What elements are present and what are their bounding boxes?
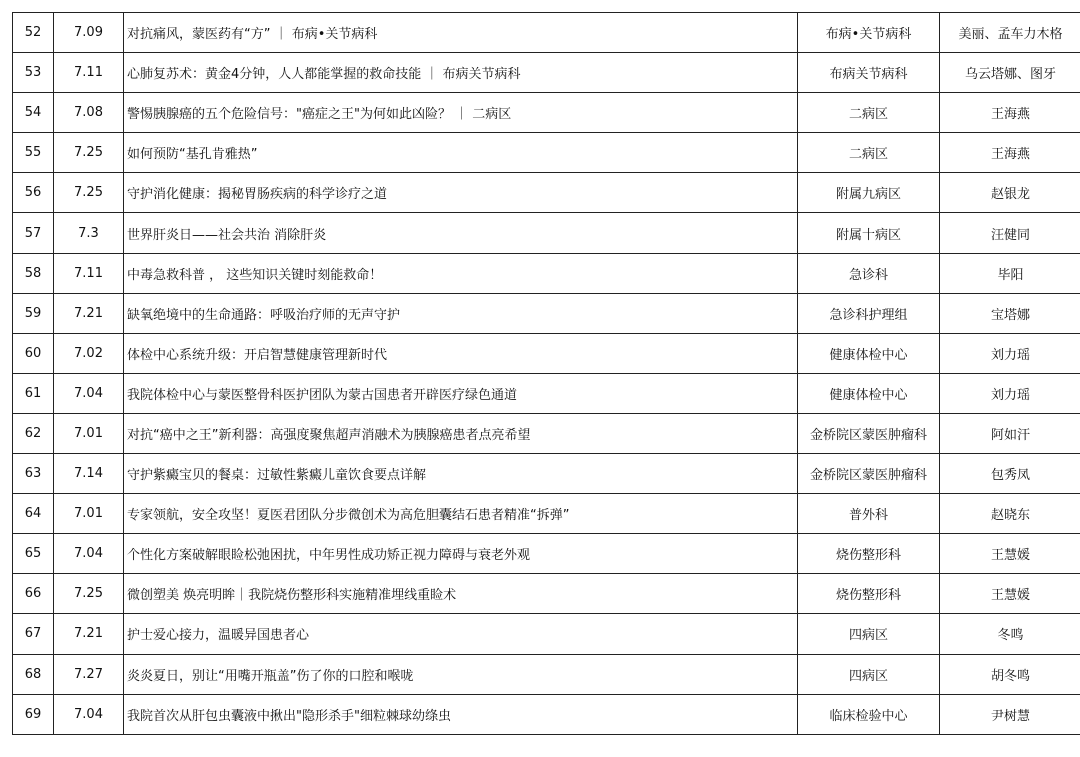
department-cell: 四病区	[798, 654, 940, 694]
table-row	[13, 534, 1080, 574]
author-cell: 赵晓东	[940, 494, 1080, 534]
table-row	[13, 574, 1080, 614]
department-cell: 金桥院区蒙医肿瘤科	[798, 454, 940, 494]
date-cell: 7.01	[54, 413, 124, 453]
author-cell: 王慧媛	[940, 534, 1080, 574]
author-cell: 阿如汗	[940, 413, 1080, 453]
date-cell: 7.01	[54, 494, 124, 534]
author-cell: 刘力瑶	[940, 333, 1080, 373]
author-cell: 美丽、孟车力木格	[940, 13, 1080, 53]
author-cell: 冬鸣	[940, 614, 1080, 654]
date-cell: 7.04	[54, 373, 124, 413]
title-cell: 我院体检中心与蒙医整骨科医护团队为蒙古国患者开辟医疗绿色通道	[124, 373, 798, 413]
title-cell: 心肺复苏术：黄金4分钟，人人都能掌握的救命技能 ｜ 布病关节病科	[124, 53, 798, 93]
title-cell: 守护紫癜宝贝的餐桌：过敏性紫癜儿童饮食要点详解	[124, 454, 798, 494]
title-cell: 微创塑美 焕亮明眸｜我院烧伤整形科实施精准埋线重睑术	[124, 574, 798, 614]
article-table	[12, 12, 1080, 735]
department-cell: 布病•关节病科	[798, 13, 940, 53]
department-cell: 健康体检中心	[798, 333, 940, 373]
row-number-cell: 63	[13, 454, 54, 494]
date-cell: 7.21	[54, 614, 124, 654]
date-cell: 7.25	[54, 133, 124, 173]
department-cell: 普外科	[798, 494, 940, 534]
department-cell: 烧伤整形科	[798, 574, 940, 614]
row-number-cell: 60	[13, 333, 54, 373]
row-number-cell: 53	[13, 53, 54, 93]
row-number-cell: 67	[13, 614, 54, 654]
author-cell: 包秀凤	[940, 454, 1080, 494]
date-cell: 7.11	[54, 253, 124, 293]
row-number-cell: 58	[13, 253, 54, 293]
row-number-cell: 62	[13, 413, 54, 453]
row-number-cell: 55	[13, 133, 54, 173]
title-cell: 警惕胰腺癌的五个危险信号："癌症之王"为何如此凶险？ ｜ 二病区	[124, 93, 798, 133]
row-number-cell: 61	[13, 373, 54, 413]
row-number-cell: 59	[13, 293, 54, 333]
row-number-cell: 57	[13, 213, 54, 253]
department-cell: 临床检验中心	[798, 694, 940, 734]
table-row	[13, 333, 1080, 373]
title-cell: 中毒急救科普 ， 这些知识关键时刻能救命！	[124, 253, 798, 293]
author-cell: 赵银龙	[940, 173, 1080, 213]
department-cell: 二病区	[798, 93, 940, 133]
author-cell: 乌云塔娜、图牙	[940, 53, 1080, 93]
table-row	[13, 93, 1080, 133]
author-cell: 王慧媛	[940, 574, 1080, 614]
department-cell: 金桥院区蒙医肿瘤科	[798, 413, 940, 453]
table-row	[13, 253, 1080, 293]
date-cell: 7.04	[54, 534, 124, 574]
author-cell: 宝塔娜	[940, 293, 1080, 333]
article-table-sheet	[12, 12, 1077, 735]
department-cell: 烧伤整形科	[798, 534, 940, 574]
title-cell: 专家领航，安全攻坚！夏医君团队分步微创术为高危胆囊结石患者精准“拆弹”	[124, 494, 798, 534]
author-cell: 王海燕	[940, 93, 1080, 133]
row-number-cell: 56	[13, 173, 54, 213]
title-cell: 炎炎夏日，别让“用嘴开瓶盖”伤了你的口腔和喉咙	[124, 654, 798, 694]
table-row	[13, 413, 1080, 453]
date-cell: 7.25	[54, 574, 124, 614]
title-cell: 护士爱心接力，温暖异国患者心	[124, 614, 798, 654]
table-row	[13, 213, 1080, 253]
date-cell: 7.3	[54, 213, 124, 253]
row-number-cell: 54	[13, 93, 54, 133]
author-cell: 尹树慧	[940, 694, 1080, 734]
row-number-cell: 65	[13, 534, 54, 574]
row-number-cell: 52	[13, 13, 54, 53]
department-cell: 布病关节病科	[798, 53, 940, 93]
row-number-cell: 69	[13, 694, 54, 734]
title-cell: 个性化方案破解眼睑松弛困扰，中年男性成功矫正视力障碍与衰老外观	[124, 534, 798, 574]
date-cell: 7.21	[54, 293, 124, 333]
department-cell: 急诊科	[798, 253, 940, 293]
author-cell: 汪健同	[940, 213, 1080, 253]
table-row	[13, 13, 1080, 53]
table-row	[13, 293, 1080, 333]
date-cell: 7.08	[54, 93, 124, 133]
table-row	[13, 494, 1080, 534]
date-cell: 7.27	[54, 654, 124, 694]
row-number-cell: 64	[13, 494, 54, 534]
author-cell: 刘力瑶	[940, 373, 1080, 413]
department-cell: 二病区	[798, 133, 940, 173]
department-cell: 四病区	[798, 614, 940, 654]
table-body	[13, 13, 1080, 735]
department-cell: 附属九病区	[798, 173, 940, 213]
title-cell: 对抗“癌中之王”新利器：高强度聚焦超声消融术为胰腺癌患者点亮希望	[124, 413, 798, 453]
date-cell: 7.25	[54, 173, 124, 213]
table-row	[13, 694, 1080, 734]
author-cell: 胡冬鸣	[940, 654, 1080, 694]
author-cell: 王海燕	[940, 133, 1080, 173]
title-cell: 体检中心系统升级：开启智慧健康管理新时代	[124, 333, 798, 373]
date-cell: 7.02	[54, 333, 124, 373]
table-row	[13, 133, 1080, 173]
department-cell: 附属十病区	[798, 213, 940, 253]
title-cell: 缺氧绝境中的生命通路：呼吸治疗师的无声守护	[124, 293, 798, 333]
date-cell: 7.14	[54, 454, 124, 494]
author-cell: 毕阳	[940, 253, 1080, 293]
title-cell: 世界肝炎日——社会共治 消除肝炎	[124, 213, 798, 253]
row-number-cell: 68	[13, 654, 54, 694]
department-cell: 急诊科护理组	[798, 293, 940, 333]
table-row	[13, 654, 1080, 694]
table-row	[13, 173, 1080, 213]
department-cell: 健康体检中心	[798, 373, 940, 413]
title-cell: 我院首次从肝包虫囊液中揪出"隐形杀手"细粒棘球幼绦虫	[124, 694, 798, 734]
date-cell: 7.11	[54, 53, 124, 93]
title-cell: 对抗痛风，蒙医药有“方” ｜ 布病•关节病科	[124, 13, 798, 53]
table-row	[13, 614, 1080, 654]
title-cell: 如何预防“基孔肯雅热”	[124, 133, 798, 173]
date-cell: 7.04	[54, 694, 124, 734]
table-row	[13, 454, 1080, 494]
date-cell: 7.09	[54, 13, 124, 53]
title-cell: 守护消化健康：揭秘胃肠疾病的科学诊疗之道	[124, 173, 798, 213]
table-row	[13, 53, 1080, 93]
row-number-cell: 66	[13, 574, 54, 614]
table-row	[13, 373, 1080, 413]
